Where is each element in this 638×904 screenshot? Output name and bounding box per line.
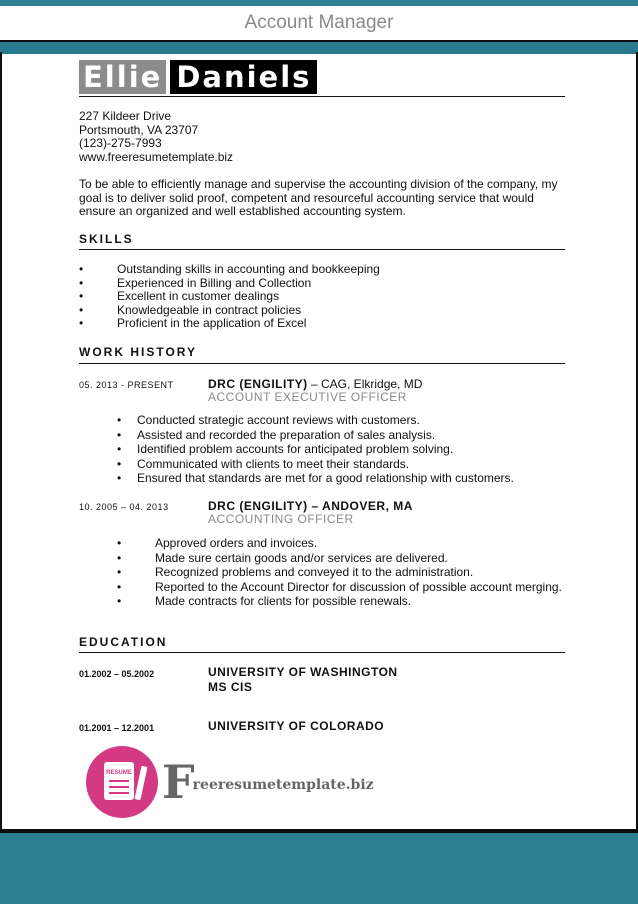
job-role: ACCOUNTING OFFICER (208, 512, 354, 526)
list-item: • Recognized problems and conveyed it to the administration. (117, 565, 562, 580)
school-name: UNIVERSITY OF COLORADO (208, 719, 385, 733)
phone: (123)-275-7993 (79, 136, 162, 150)
website: www.freeresumetemplate.biz (79, 149, 234, 164)
list-item: • Assisted and recorded the preparation of sales analysis. (117, 428, 514, 443)
duties-list (117, 536, 562, 609)
logo-badge-text: RESUME (106, 770, 132, 776)
list-item: • Approved orders and invoices. (117, 536, 562, 551)
job-company (208, 499, 413, 513)
skills-divider (79, 249, 565, 250)
last-name: Daniels (170, 60, 317, 94)
site-logo (162, 755, 374, 809)
job-company (208, 377, 422, 391)
city-line: Portsmouth, VA 23707 (79, 122, 199, 137)
objective: To be able to efficiently manage and supervise the accounting division of the company, my goal is to deliver solid proof, competent and resourceful accounting service that would ensure an organized and well established accounting system. (79, 177, 558, 218)
work-history-heading: WORK HISTORY (79, 345, 198, 359)
education-school (208, 719, 384, 734)
logo-wordmark: reeresumetemplate.biz (192, 777, 374, 793)
address-line: 227 Kildeer Drive (79, 109, 172, 123)
list-item: • Identified problem accounts for anticipated problem solving. (117, 442, 514, 457)
list-item: • Ensured that standards are met for a good relationship with customers. (117, 471, 514, 486)
list-item: • Made contracts for clients for possible renewals. (117, 594, 562, 609)
skills-heading: SKILLS (79, 232, 134, 246)
duties-list (117, 413, 514, 486)
first-name: Ellie (79, 60, 166, 94)
job-date: 05. 2013 - PRESENT (79, 380, 174, 390)
company-name: DRC (ENGILITY) – ANDOVER, MA (208, 499, 413, 513)
list-item: • Made sure certain goods and/or services are delivered. (117, 551, 562, 566)
education-heading: EDUCATION (79, 635, 168, 649)
clipboard-line (109, 792, 129, 794)
job-date: 10. 2005 – 04. 2013 (79, 502, 169, 512)
company-location: – CAG, Elkridge, MD (307, 377, 423, 391)
name-divider (79, 96, 565, 97)
education-school (208, 665, 398, 694)
education-date: 01.2001 – 12.2001 (79, 723, 155, 733)
skills-list (79, 263, 380, 331)
job-role: ACCOUNT EXECUTIVE OFFICER (208, 390, 407, 404)
left-border (0, 52, 2, 832)
education-date: 01.2002 – 05.2002 (79, 669, 155, 679)
logo-initial: F (162, 755, 195, 809)
list-item: • Reported to the Account Director for discussion of possible account merging. (117, 580, 562, 595)
clipboard-line (109, 780, 129, 782)
work-divider (79, 363, 565, 364)
list-item: • Conducted strategic account reviews with customers. (117, 413, 514, 428)
candidate-name (79, 60, 317, 94)
list-item: • Experienced in Billing and Collection (79, 277, 380, 291)
header-band (0, 40, 638, 54)
company-name: DRC (ENGILITY) (208, 377, 308, 391)
clipboard-line (109, 786, 129, 788)
footer-band (0, 829, 638, 904)
page-title: Account Manager (244, 12, 394, 33)
contact-block (79, 110, 233, 164)
school-name: UNIVERSITY OF WASHINGTON (208, 665, 398, 679)
education-divider (79, 652, 565, 653)
list-item: • Communicated with clients to meet their standards. (117, 457, 514, 472)
list-item: • Knowledgeable in contract policies (79, 304, 380, 318)
degree: MS CIS (208, 679, 253, 694)
list-item: • Outstanding skills in accounting and bookkeeping (79, 263, 380, 277)
list-item: • Proficient in the application of Excel (79, 317, 380, 331)
list-item: • Excellent in customer dealings (79, 290, 380, 304)
clipboard-icon (104, 762, 134, 800)
